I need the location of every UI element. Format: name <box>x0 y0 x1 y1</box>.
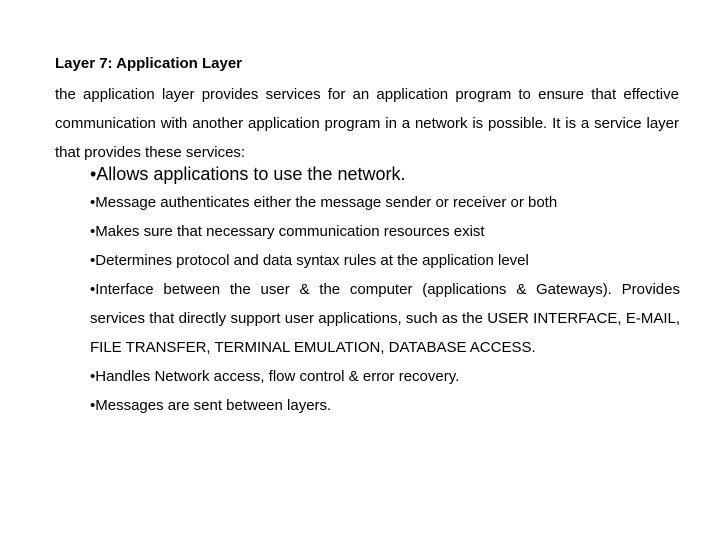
page-title: Layer 7: Application Layer <box>55 55 243 72</box>
list-item: •Interface between the user & the computer (applications & Gateways). Provides services that directly support user applications, such as the USER INTERFACE, E-MAIL, FILE TRANSFER, TERMINAL EMULATION, DATABASE ACCESS. <box>90 281 680 356</box>
list-item: •Determines protocol and data syntax rules at the application level <box>90 252 529 269</box>
services-list <box>90 160 680 420</box>
intro-paragraph: the application layer provides services for an application program to ensure that effective communication with another application program in a network is possible. It is a service layer that provides these services: <box>55 86 679 161</box>
list-item: •Message authenticates either the message sender or receiver or both <box>90 194 558 211</box>
list-item: •Makes sure that necessary communication resources exist <box>90 223 485 240</box>
list-item: •Messages are sent between layers. <box>90 397 332 414</box>
list-item: •Allows applications to use the network. <box>90 164 406 184</box>
list-item: •Handles Network access, flow control & error recovery. <box>90 368 460 385</box>
